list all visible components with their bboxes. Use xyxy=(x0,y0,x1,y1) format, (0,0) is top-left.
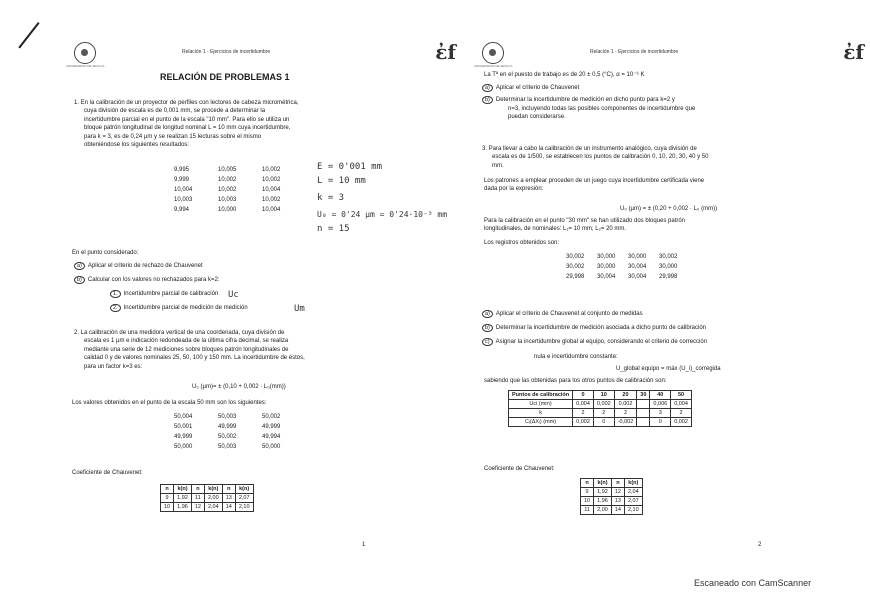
table-cell xyxy=(637,400,650,409)
table-cell: 9 xyxy=(581,488,594,497)
data-value: 30,000 xyxy=(659,264,678,270)
table-cell: 13 xyxy=(611,497,624,506)
table-row xyxy=(161,503,254,512)
data-row xyxy=(174,185,306,195)
table-row xyxy=(581,506,643,515)
item-continuation-line: puedan considerarse. xyxy=(508,114,566,121)
data-value: 29,998 xyxy=(659,274,678,280)
item-continuation-line: n=3, incluyendo todas las posibles componentes de incertidumbre que xyxy=(508,106,696,112)
table-cell: 2,07 xyxy=(624,497,642,506)
point-label: En el punto considerado: xyxy=(72,250,139,256)
data-row xyxy=(174,442,306,452)
data-value: 30,000 xyxy=(597,254,616,260)
table-cell: Uci (mm) xyxy=(509,400,573,409)
table-cell: k(n) xyxy=(235,485,253,494)
page-number: 2 xyxy=(758,542,762,548)
table-cell: 2 xyxy=(593,409,614,418)
data-row xyxy=(174,175,306,185)
list-item xyxy=(482,310,643,319)
data-value: 49,994 xyxy=(262,434,281,440)
document-page-1 xyxy=(62,28,462,568)
page-header xyxy=(470,40,870,68)
data-value: 10,002 xyxy=(262,197,281,203)
values-intro: Los valores obtenidos en el punto de la escala 50 mm son los siguientes: xyxy=(72,400,267,406)
exercise-2-line: mediante una serie de 12 mediciones sobre bloques patrón longitudinales de xyxy=(84,346,289,353)
item-tag: b) xyxy=(482,96,493,104)
data-value: 10,004 xyxy=(262,207,281,213)
data-value: 50,004 xyxy=(174,414,193,420)
data-value: 9,999 xyxy=(174,177,190,183)
header-text: Relación 1 - Ejercicios de incertidumbre xyxy=(590,49,679,55)
department-logo-icon: ἐf xyxy=(435,40,456,64)
table-cell: 11 xyxy=(191,494,204,503)
item-text: Aplicar el criterio de Chauvenet al conjunto de medidas xyxy=(495,311,643,317)
chauvenet-label: Coeficiente de Chauvenet: xyxy=(484,466,555,472)
table-cell: n xyxy=(191,485,204,494)
exercise-2-line: para un factor k=3 es: xyxy=(84,363,143,370)
handwritten-note: n = 15 xyxy=(317,224,350,234)
list-item xyxy=(482,84,579,93)
exercise-2-line: 2. La calibración de una medidora vertical de una coordenada, cuya división de xyxy=(74,330,285,336)
item-text: Aplicar el criterio de Chauvenet xyxy=(495,85,580,91)
exercise-2-data xyxy=(174,412,306,452)
table-row xyxy=(581,497,643,506)
table-cell: 0 xyxy=(650,418,671,427)
table-cell: 40 xyxy=(650,391,671,400)
data-value: 30,002 xyxy=(566,254,585,260)
temperature-line: La Tª en el puesto de trabajo es de 20 ± 0,5 (°C), α = 10⁻⁶ K xyxy=(484,72,645,78)
exercise-1-data xyxy=(174,165,306,215)
item-text: Determinar la incertidumbre de medición asociada a dicho punto de calibración xyxy=(495,325,707,331)
calibration-line: longitudinales, de nominales: L₁= 10 mm; L₂= 20 mm. xyxy=(484,226,627,233)
table-row xyxy=(509,391,692,400)
table-cell: k(n) xyxy=(594,479,612,488)
item-text: Incertidumbre parcial de calibración xyxy=(123,291,219,297)
exercise-3-line: mm. xyxy=(492,162,504,169)
item-text: Calcular con los valores no rechazados para k=2: xyxy=(87,277,220,283)
data-value: 50,000 xyxy=(174,444,193,450)
data-row xyxy=(566,272,690,282)
table-cell: 1,96 xyxy=(594,497,612,506)
table-cell: n xyxy=(581,479,594,488)
table-cell: k(n) xyxy=(204,485,222,494)
logo-caption: UNIVERSIDAD DE SEVILLA xyxy=(474,64,513,68)
logo-caption: UNIVERSIDAD DE SEVILLA xyxy=(66,64,105,68)
table-cell: n xyxy=(161,485,174,494)
data-value: 30,004 xyxy=(597,274,616,280)
handwritten-uc: Uc xyxy=(228,290,239,300)
data-value: 30,002 xyxy=(659,254,678,260)
data-value: 10,005 xyxy=(218,167,237,173)
table-cell: 2,07 xyxy=(235,494,253,503)
table-cell: 1,92 xyxy=(594,488,612,497)
data-value: 10,003 xyxy=(218,197,237,203)
data-row xyxy=(174,205,306,215)
table-cell: 30 xyxy=(637,391,650,400)
table-cell: k(n) xyxy=(624,479,642,488)
item-tag: 2. xyxy=(110,304,121,312)
table-cell: 0,006 xyxy=(650,400,671,409)
chauvenet-table xyxy=(160,484,254,512)
handwritten-um: Um xyxy=(294,304,305,314)
table-cell: 12 xyxy=(191,503,204,512)
data-value: 10,002 xyxy=(218,177,237,183)
table-cell: 0,002 xyxy=(593,400,614,409)
table-cell: 2 xyxy=(614,409,637,418)
records-data xyxy=(566,252,690,282)
table-cell: 1,96 xyxy=(174,503,192,512)
item-text: Determinar la incertidumbre de medición en dicho punto para k=2 y xyxy=(495,97,675,103)
table-cell: 0,002 xyxy=(614,400,637,409)
table-row xyxy=(161,494,254,503)
exercise-1-line: obteniéndose los siguientes resultados: xyxy=(84,142,190,148)
table-cell: 50 xyxy=(671,391,692,400)
university-seal-icon xyxy=(74,42,96,64)
item-tag: a) xyxy=(74,262,85,270)
table-cell: 0,004 xyxy=(573,400,594,409)
table-cell: 14 xyxy=(611,506,624,515)
data-value: 10,004 xyxy=(262,187,281,193)
university-seal-icon xyxy=(482,42,504,64)
exercise-1-line: cuya división de escala es de 0,001 mm, se procede a determinar la xyxy=(84,108,266,115)
handwritten-note: E = 0'001 mm xyxy=(317,162,383,172)
table-cell: 2 xyxy=(671,409,692,418)
data-value: 10,003 xyxy=(174,197,193,203)
header-text: Relación 1 - Ejercicios de incertidumbre xyxy=(182,49,271,55)
table-cell: n xyxy=(611,479,624,488)
table-cell: Cᵢ(ΔXᵢ) (mm) xyxy=(509,418,573,427)
data-row xyxy=(174,412,306,422)
chauvenet-table xyxy=(580,478,643,515)
table-row xyxy=(581,479,643,488)
calibration-line: Para la calibración en el punto "30 mm" se han utilizado dos bloques patrón xyxy=(484,218,686,224)
calibration-points-table xyxy=(508,390,692,427)
list-item xyxy=(74,276,219,285)
table-row xyxy=(509,409,692,418)
table-cell: 2 xyxy=(573,409,594,418)
table-cell: 0 xyxy=(593,418,614,427)
list-item xyxy=(74,262,203,271)
exercise-2-line: calidad 0 y de valores nominales 25, 50, 100 y 150 mm. La incertidumbre de éstos, xyxy=(84,355,305,362)
data-row xyxy=(174,195,306,205)
data-value: 10,004 xyxy=(174,187,193,193)
table-cell: 10 xyxy=(161,503,174,512)
data-value: 30,004 xyxy=(628,264,647,270)
data-value: 9,995 xyxy=(174,167,190,173)
data-value: 10,000 xyxy=(218,207,237,213)
table-cell: Puntos de calibración xyxy=(509,391,573,400)
table-row xyxy=(509,400,692,409)
item-text: Incertidumbre parcial de medición de medición xyxy=(123,305,248,311)
global-uncertainty-formula: U_global equipo = máx (U_i)_corregida xyxy=(616,366,721,372)
data-value: 49,999 xyxy=(218,424,237,430)
data-row xyxy=(174,422,306,432)
item-tag: a) xyxy=(482,84,493,92)
list-item xyxy=(482,324,706,333)
table-cell: 2,04 xyxy=(624,488,642,497)
item-tag: c) xyxy=(482,338,493,346)
table-cell: 14 xyxy=(222,503,235,512)
item-continuation: nula e incertidumbre constante: xyxy=(534,354,618,360)
page-header xyxy=(62,40,462,68)
table-cell: 12 xyxy=(611,488,624,497)
data-value: 30,000 xyxy=(628,254,647,260)
table-cell: 2,00 xyxy=(204,494,222,503)
data-row xyxy=(174,432,306,442)
table-cell: 3 xyxy=(650,409,671,418)
formula: U₀ (µm)= ± (0,10 + 0,002 · L₀(mm)) xyxy=(192,384,286,390)
table-row xyxy=(509,418,692,427)
document-page-2 xyxy=(470,28,870,568)
table-row xyxy=(161,485,254,494)
exercise-2-line: escala es 1 µm e indicación redondeada de la última cifra decimal, se realiza xyxy=(84,338,289,345)
exercise-1-line: incertidumbre parcial en el punto de la escala "10 mm". Para ello se utiliza un xyxy=(84,116,290,123)
page-title: RELACIÓN DE PROBLEMAS 1 xyxy=(160,72,290,82)
pen-scratch-mark xyxy=(18,22,39,48)
exercise-1-line: 1. En la calibración de un proyector de perfiles con lectores de cabeza micrométrica, xyxy=(74,100,299,106)
item-text: Aplicar el criterio de rechazo de Chauvenet xyxy=(87,263,203,269)
item-text: Asignar la incertidumbre global al equipo, considerando el criterio de corrección xyxy=(495,339,708,345)
formula: U₀ (µm) = ± (0,20 + 0,002 · L₀ (mm)) xyxy=(620,206,718,212)
data-value: 49,999 xyxy=(174,434,193,440)
table-cell: 2,10 xyxy=(624,506,642,515)
table-cell: 0,002 xyxy=(573,418,594,427)
data-row xyxy=(566,262,690,272)
knowing-text: sabiendo que las obtenidas para los otros puntos de calibración son: xyxy=(484,378,667,384)
records-label: Los registros obtenidos son: xyxy=(484,240,560,246)
table-cell xyxy=(637,409,650,418)
table-cell: 2,10 xyxy=(235,503,253,512)
table-cell: 2,04 xyxy=(204,503,222,512)
data-value: 50,000 xyxy=(262,444,281,450)
handwritten-note: k = 3 xyxy=(317,193,345,203)
data-value: 49,999 xyxy=(262,424,281,430)
data-value: 10,002 xyxy=(262,167,281,173)
table-cell: -0,002 xyxy=(614,418,637,427)
list-item xyxy=(482,338,707,347)
table-cell: k xyxy=(509,409,573,418)
exercise-1-line: bloque patrón longitudinal de longitud nominal L = 10 mm cuya incertidumbre, xyxy=(84,125,291,132)
table-cell xyxy=(637,418,650,427)
table-cell: 2,00 xyxy=(594,506,612,515)
table-cell: 9 xyxy=(161,494,174,503)
table-cell: k(n) xyxy=(174,485,192,494)
scanner-watermark: Escaneado con CamScanner xyxy=(694,578,812,588)
data-value: 30,004 xyxy=(628,274,647,280)
data-value: 50,002 xyxy=(218,434,237,440)
data-value: 50,003 xyxy=(218,414,237,420)
page-number: 1 xyxy=(362,542,366,548)
data-value: 50,003 xyxy=(218,444,237,450)
chauvenet-label: Coeficiente de Chauvenet: xyxy=(72,470,143,476)
item-tag: 1. xyxy=(110,290,121,298)
department-logo-icon: ἐf xyxy=(843,40,864,64)
item-tag: b) xyxy=(482,324,493,332)
handwritten-note: L = 10 mm xyxy=(317,176,366,186)
table-cell: 11 xyxy=(581,506,594,515)
list-item xyxy=(110,290,218,299)
data-value: 50,002 xyxy=(262,414,281,420)
table-cell: n xyxy=(222,485,235,494)
data-row xyxy=(174,165,306,175)
data-value: 9,994 xyxy=(174,207,190,213)
table-cell: 0,004 xyxy=(671,400,692,409)
table-cell: 1,92 xyxy=(174,494,192,503)
handwritten-note: U₀ = 0'24 µm = 0'24·10⁻³ mm xyxy=(317,210,448,219)
patterns-line: dada por la expresión: xyxy=(484,186,544,193)
list-item xyxy=(482,96,675,105)
table-cell: 20 xyxy=(614,391,637,400)
table-cell: 0 xyxy=(573,391,594,400)
table-cell: 13 xyxy=(222,494,235,503)
data-value: 29,998 xyxy=(566,274,585,280)
data-value: 30,002 xyxy=(566,264,585,270)
patterns-line: Los patrones a emplear proceden de un juego cuya incertidumbre certificada viene xyxy=(484,178,705,184)
item-tag: b) xyxy=(74,276,85,284)
data-value: 10,002 xyxy=(218,187,237,193)
item-tag: a) xyxy=(482,310,493,318)
data-value: 10,002 xyxy=(262,177,281,183)
table-cell: 10 xyxy=(593,391,614,400)
table-cell: 0,002 xyxy=(671,418,692,427)
list-item xyxy=(110,304,248,313)
exercise-1-line: para k = 3, es de 0,24 µm y se realizan 15 lecturas sobre el mismo xyxy=(84,133,262,140)
data-value: 30,000 xyxy=(597,264,616,270)
exercise-3-line: 3. Para llevar a cabo la calibración de un instrumento analógico, cuya división de xyxy=(482,146,697,152)
exercise-3-line: escala es de 1/500, se establecen los puntos de calibración 0, 10, 20, 30, 40 y 50 xyxy=(492,154,709,161)
table-cell: 10 xyxy=(581,497,594,506)
data-value: 50,001 xyxy=(174,424,193,430)
table-row xyxy=(581,488,643,497)
data-row xyxy=(566,252,690,262)
